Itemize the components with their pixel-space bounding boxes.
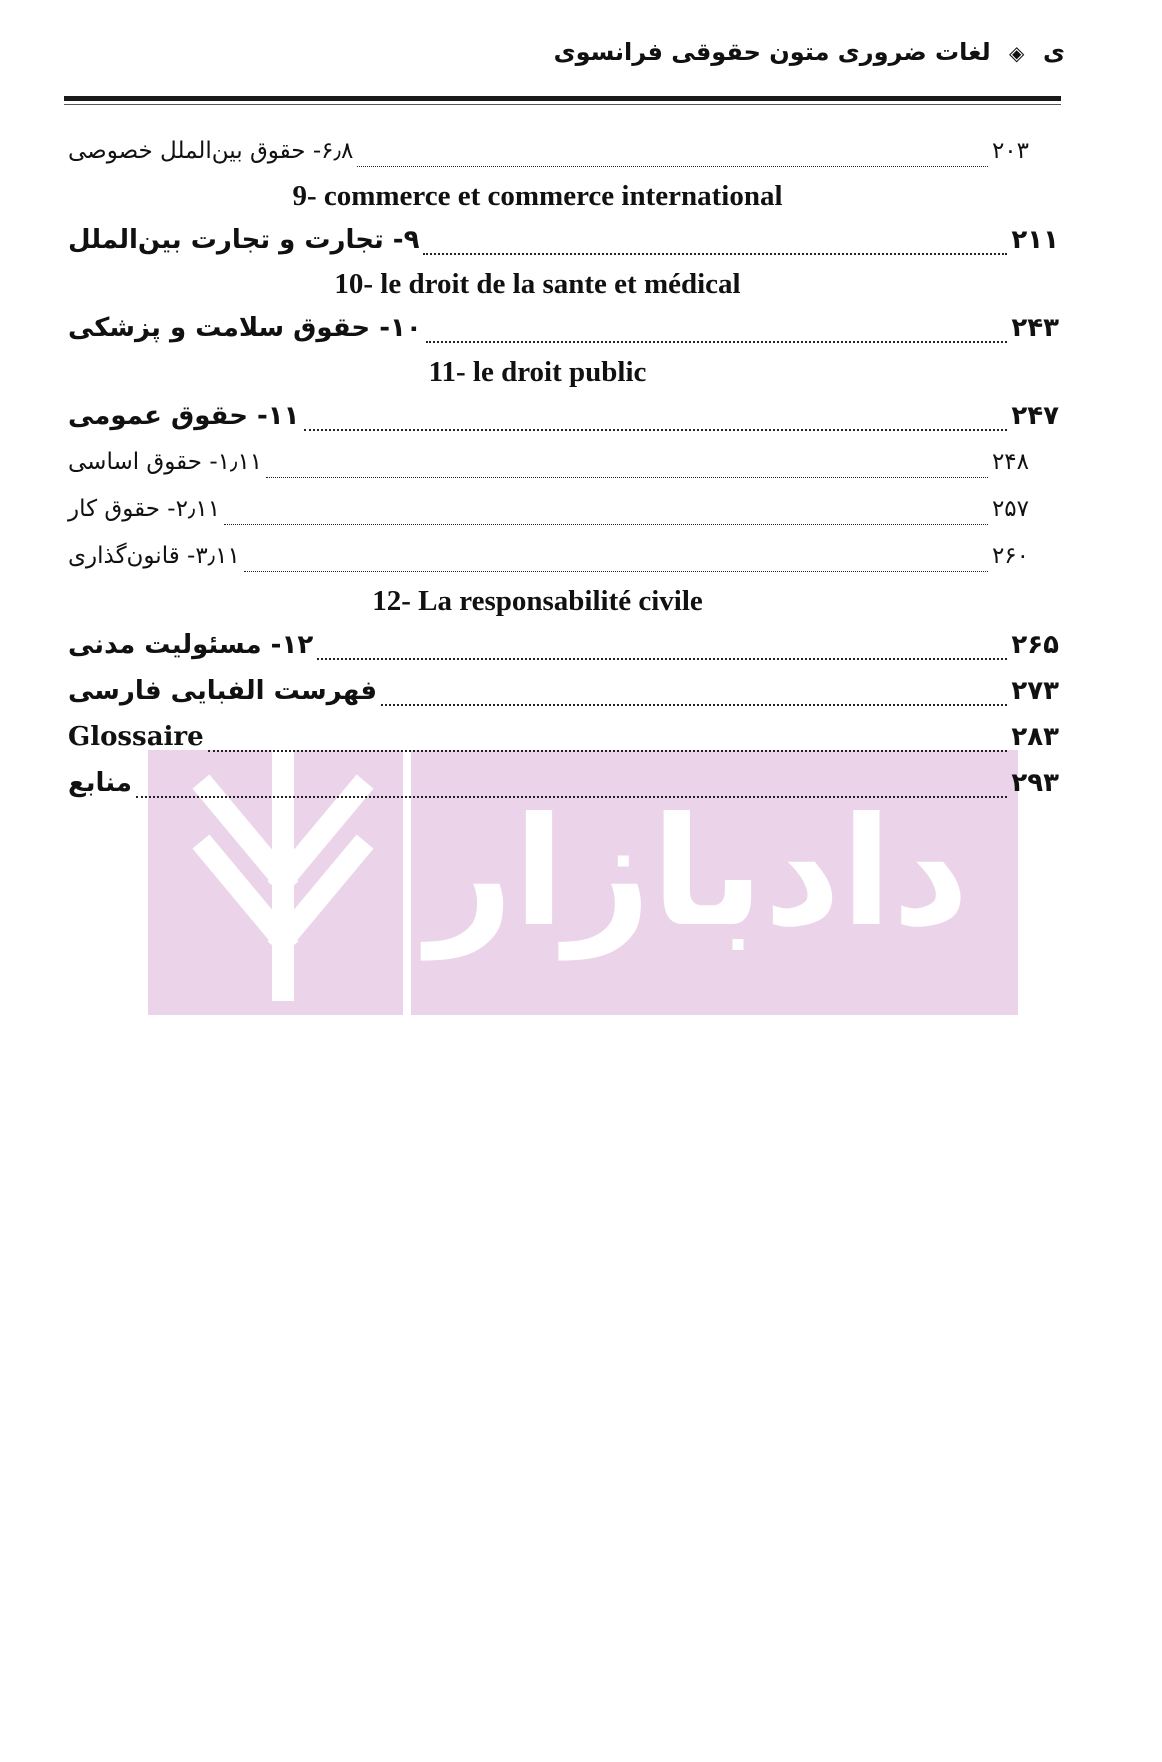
toc-entry[interactable]: ۹- تجارت و تجارت بین‌الملل ۲۱۱: [68, 225, 1059, 255]
toc-entry[interactable]: منابع ۲۹۳: [68, 768, 1059, 798]
toc-entry[interactable]: ۲٫۱۱- حقوق کار ۲۵۷: [64, 486, 1061, 533]
table-of-contents: [64, 128, 1061, 806]
section-heading-fr: 10- le droit de la sante et médical: [334, 268, 741, 300]
leader-dots: [266, 476, 988, 478]
toc-entry[interactable]: ۱٫۱۱- حقوق اساسی ۲۴۸: [64, 439, 1061, 486]
leader-dots: [304, 428, 1008, 431]
book-title: لغات ضروری متون حقوقی فرانسوی: [553, 38, 991, 66]
leader-dots: [357, 165, 988, 167]
page-letter: ی: [1043, 38, 1065, 66]
diamond-icon: ◈: [1009, 41, 1025, 65]
leader-dots: [244, 570, 988, 572]
leader-dots: [426, 340, 1008, 343]
leader-dots: [423, 252, 1007, 255]
toc-entry[interactable]: ۱۲- مسئولیت مدنی ۲۶۵: [68, 630, 1059, 660]
toc-entry[interactable]: ۱۱- حقوق عمومی ۲۴۷: [68, 401, 1059, 431]
header-rule-thick: [64, 96, 1061, 101]
toc-entry[interactable]: ۳٫۱۱- قانون‌گذاری ۲۶۰: [64, 533, 1061, 580]
section-heading-fr: 9- commerce et commerce international: [292, 180, 783, 212]
leader-dots: [381, 703, 1007, 706]
section-heading-fr: 12- La responsabilité civile: [372, 585, 703, 617]
toc-entry[interactable]: ۱۰- حقوق سلامت و پزشکی ۲۴۳: [68, 313, 1059, 343]
header-rule-thin: [64, 104, 1061, 105]
toc-entry[interactable]: فهرست الفبایی فارسی ۲۷۳: [68, 676, 1059, 706]
leader-dots: [136, 795, 1007, 798]
leader-dots: [317, 657, 1007, 660]
toc-entry[interactable]: ۶٫۸- حقوق بین‌الملل خصوصی ۲۰۳: [64, 128, 1061, 175]
leader-dots: [208, 749, 1008, 752]
watermark-text: دادبازار: [426, 786, 970, 960]
leader-dots: [224, 523, 988, 525]
toc-entry[interactable]: Glossaire ۲۸۳: [68, 722, 1059, 752]
section-heading-fr: 11- le droit public: [428, 356, 647, 388]
running-header: [85, 38, 1065, 66]
